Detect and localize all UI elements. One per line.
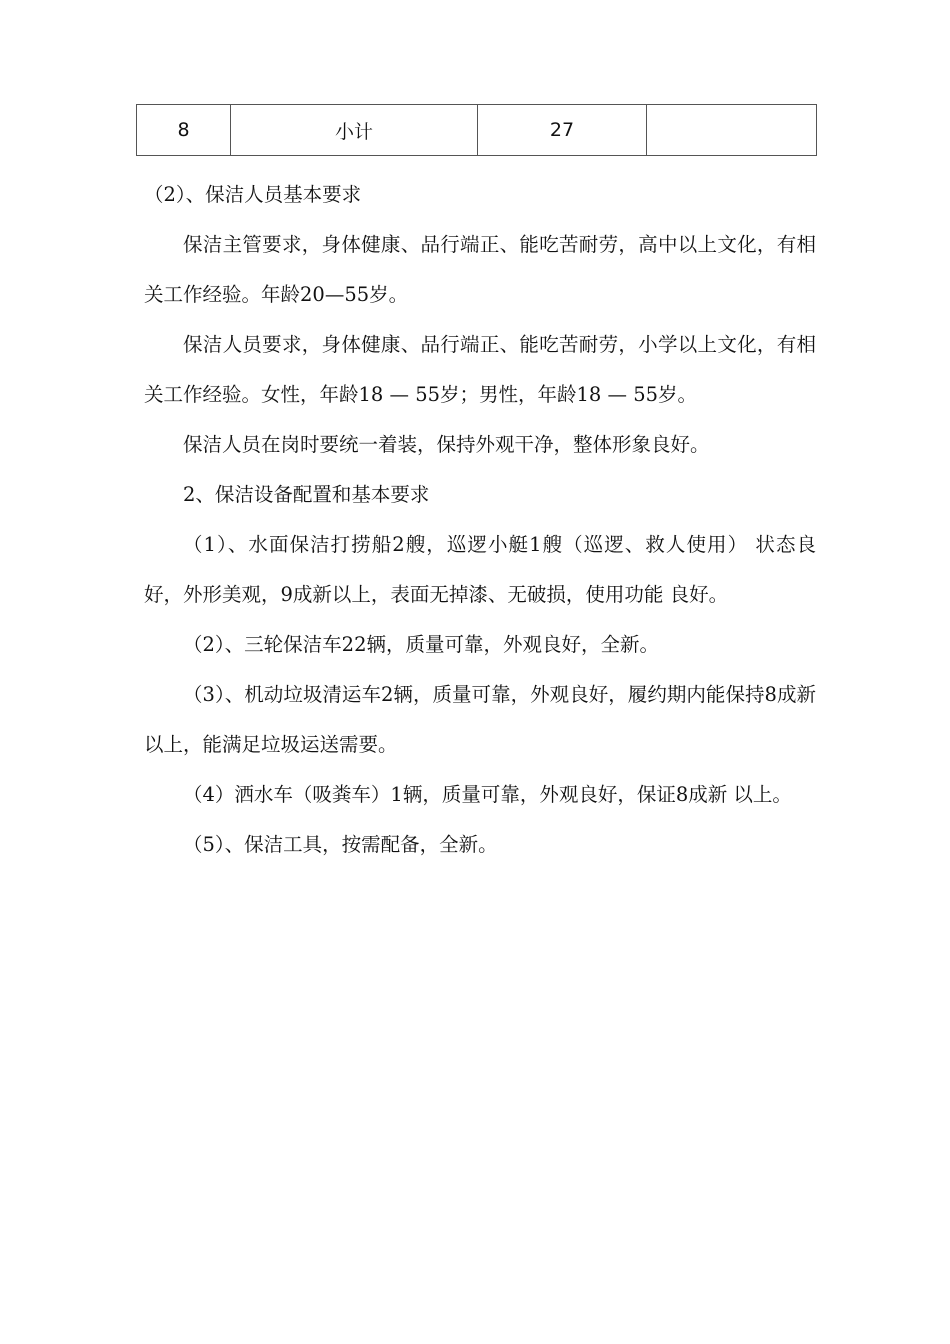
paragraph-staff-requirements: 保洁人员要求，身体健康、品行端正、能吃苦耐劳，小学以上文化，有相关工作经验。女性，年龄18 — 55岁；男性，年龄18 — 55岁。 bbox=[144, 333, 816, 406]
paragraph-supervisor: 保洁主管要求，身体健康、品行端正、能吃苦耐劳，高中以上文化，有相关工作经验。年龄20—55岁。 bbox=[144, 233, 816, 306]
paragraph-boats: （1）、水面保洁打捞船2艘，巡逻小艇1艘（巡逻、救人使用） 状态良好，外形美观，9成新以上，表面无掉漆、无破损，使用功能 良好。 bbox=[144, 533, 816, 606]
paragraph-tools: （5）、保洁工具，按需配备，全新。 bbox=[183, 833, 498, 856]
table-row bbox=[137, 105, 817, 156]
paragraph-tricycles: （2）、三轮保洁车22辆，质量可靠，外观良好，全新。 bbox=[183, 633, 659, 656]
paragraph-garbage-trucks: （3）、机动垃圾清运车2辆，质量可靠，外观良好，履约期内能保持8成新以上，能满足垃圾运送需要。 bbox=[144, 683, 816, 756]
table-cell-note bbox=[647, 105, 817, 156]
section-heading-staff: （2）、保洁人员基本要求 bbox=[144, 183, 362, 206]
table-cell-count: 27 bbox=[478, 105, 647, 156]
summary-table bbox=[136, 104, 817, 156]
document-body bbox=[144, 170, 816, 870]
table-cell-index: 8 bbox=[137, 105, 231, 156]
paragraph-uniform: 保洁人员在岗时要统一着装，保持外观干净，整体形象良好。 bbox=[183, 433, 710, 456]
section-heading-equipment: 2、保洁设备配置和基本要求 bbox=[183, 483, 430, 506]
table-cell-label: 小计 bbox=[231, 105, 478, 156]
paragraph-sprinkler-truck: （4）洒水车（吸粪车）1辆，质量可靠，外观良好，保证8成新 以上。 bbox=[183, 783, 792, 806]
